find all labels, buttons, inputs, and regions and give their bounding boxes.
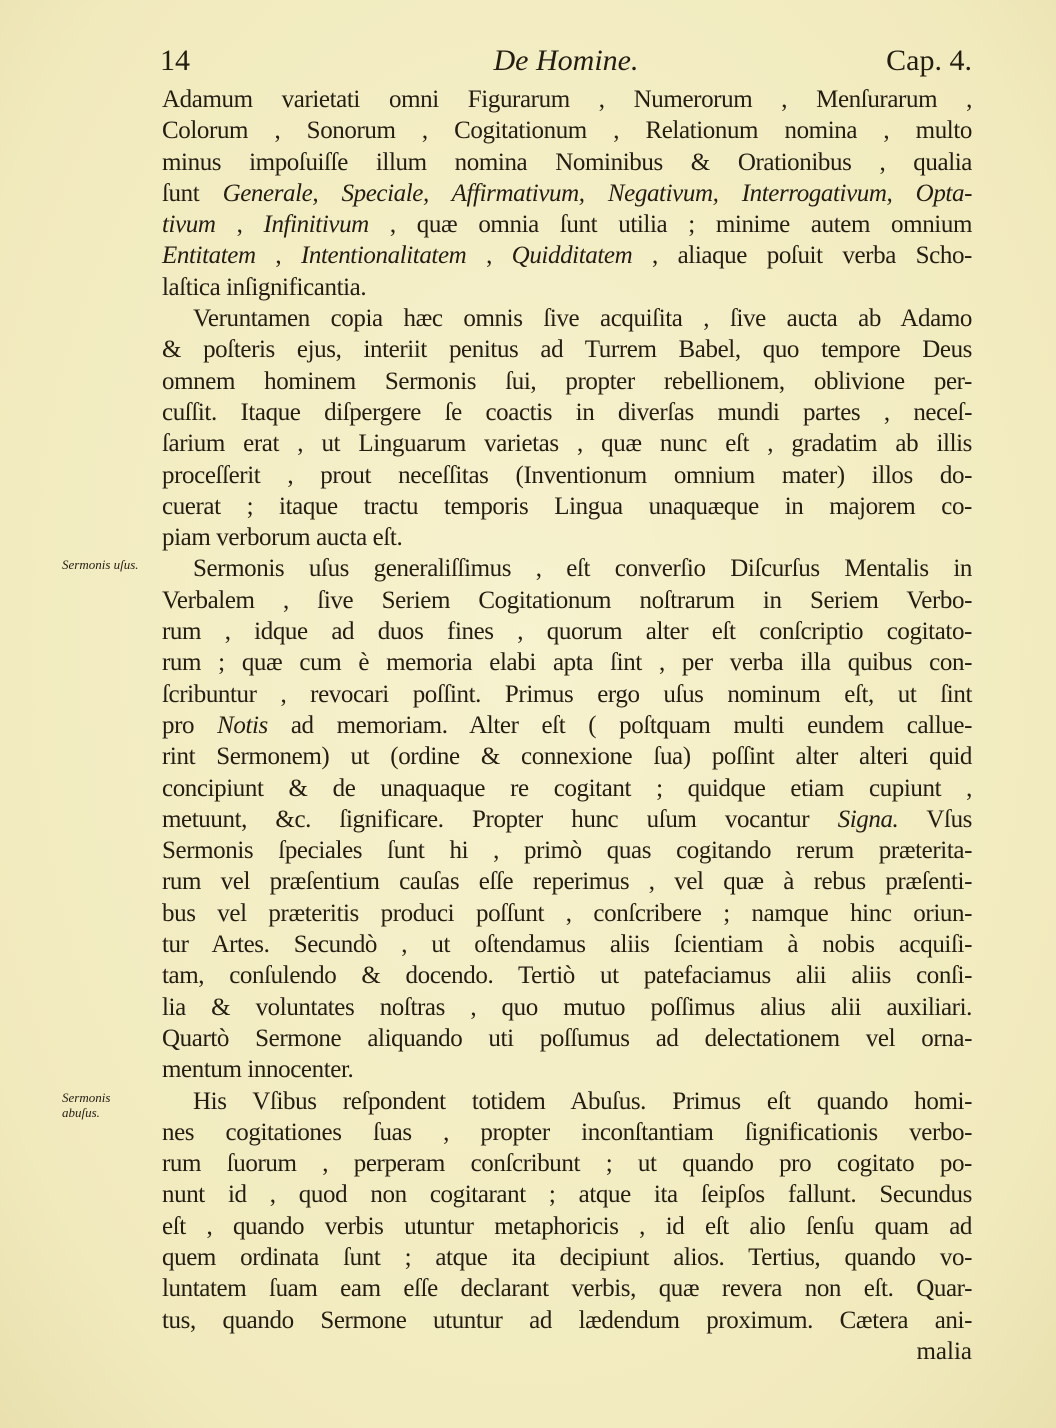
catchword: malia bbox=[916, 1337, 972, 1365]
italic-text: Notis bbox=[217, 711, 268, 739]
text-line bbox=[162, 616, 972, 647]
body-text bbox=[62, 84, 972, 1367]
text-line bbox=[162, 491, 972, 522]
text: rum vel præſentium cauſas eſſe reperimus , vel quæ à rebus præſenti- bbox=[162, 868, 972, 896]
text-line bbox=[162, 741, 972, 772]
running-title: De Homine. bbox=[493, 44, 639, 77]
text-line bbox=[162, 115, 972, 146]
text: cuerat ; itaque tractu temporis Lingua unaquæque in majorem co- bbox=[162, 492, 972, 520]
text: ſcribuntur , revocari poſſint. Primus ergo uſus nominum eſt, ut ſint bbox=[162, 680, 972, 708]
text: Adamum varietati omni Figurarum , Numerorum , Menſurarum , bbox=[162, 86, 972, 113]
text-line bbox=[162, 209, 972, 240]
chapter-label: Cap. 4. bbox=[886, 44, 972, 77]
text: mentum innocenter. bbox=[162, 1056, 354, 1084]
text: , bbox=[466, 242, 512, 270]
text-line bbox=[162, 178, 972, 209]
text: lia & voluntates noſtras , quo mutuo poſſimus alius alii auxiliari. bbox=[162, 993, 972, 1021]
text-line bbox=[162, 553, 972, 584]
text-line bbox=[162, 1148, 972, 1179]
text: nes cogitationes ſuas , propter inconſtantiam ſignificationis verbo- bbox=[162, 1118, 972, 1146]
text: laſtica inſignificantia. bbox=[162, 273, 367, 301]
text-line bbox=[162, 929, 972, 960]
text-line bbox=[162, 992, 972, 1023]
text-line bbox=[162, 710, 972, 741]
text: Verbalem , ſive Seriem Cogitationum noſtrarum in Seriem Verbo- bbox=[162, 586, 972, 614]
text-line bbox=[162, 1117, 972, 1148]
text: & poſteris ejus, interiit penitus ad Turrem Babel, quo tempore Deus bbox=[162, 336, 972, 364]
text: Vſus bbox=[898, 805, 972, 833]
italic-text: Signa. bbox=[837, 805, 899, 833]
text: , quæ omnia ſunt utilia ; minime autem omnium bbox=[368, 211, 972, 239]
text: omnem hominem Sermonis ſui, propter rebellionem, oblivione per- bbox=[162, 367, 972, 395]
text: minus impoſuiſſe illum nomina Nominibus & Orationibus , qualia bbox=[162, 148, 972, 176]
running-header bbox=[160, 44, 972, 84]
text-line bbox=[162, 1211, 972, 1242]
text: rum ; quæ cum è memoria elabi apta ſint , per verba illa quibus con- bbox=[162, 649, 972, 677]
text-line bbox=[162, 460, 972, 491]
paragraph bbox=[162, 84, 972, 303]
text: concipiunt & de unaquaque re cogitant ; quidque etiam cupiunt , bbox=[162, 774, 972, 802]
text-line bbox=[162, 804, 972, 835]
text: tam, conſulendo & docendo. Tertiò ut patefaciamus alii aliis conſi- bbox=[162, 962, 972, 990]
text-line bbox=[162, 1273, 972, 1304]
text-line bbox=[162, 773, 972, 804]
text: Sermonis uſus generaliſſimus , eſt converſio Diſcurſus Mentalis in bbox=[193, 555, 972, 583]
text: rum ſuorum , perperam conſcribunt ; ut quando pro cogitato po- bbox=[162, 1150, 972, 1178]
text: quem ordinata ſunt ; atque ita decipiunt alios. Tertius, quando vo- bbox=[162, 1243, 972, 1271]
text: cuſſit. Itaque diſpergere ſe coactis in diverſas mundi partes , neceſ- bbox=[162, 398, 972, 426]
paragraph bbox=[162, 303, 972, 553]
text-line bbox=[162, 1179, 972, 1210]
text-line bbox=[162, 679, 972, 710]
text: rint Sermonem) ut (ordine & connexione ſua) poſſint alter alteri quid bbox=[162, 743, 972, 771]
text: Veruntamen copia hæc omnis ſive acquiſita , ſive aucta ab Adamo bbox=[193, 305, 972, 333]
italic-text: Infinitivum bbox=[263, 211, 369, 239]
text: tur Artes. Secundò , ut oſtendamus aliis ſcientiam à nobis acquiſi- bbox=[162, 931, 972, 959]
text: eſt , quando verbis utuntur metaphoricis , id eſt alio ſenſu quam ad bbox=[162, 1212, 972, 1240]
text: Sermonis ſpeciales ſunt hi , primò quas cogitando rerum præterita- bbox=[162, 837, 972, 865]
text: Quartò Sermone aliquando uti poſſumus ad delectationem vel orna- bbox=[162, 1024, 972, 1052]
text: ad memoriam. Alter eſt ( poſtquam multi eundem callue- bbox=[267, 711, 972, 739]
text: , aliaque poſuit verba Scho- bbox=[632, 242, 972, 270]
text-line bbox=[162, 428, 972, 459]
text-line bbox=[162, 522, 972, 553]
text-line bbox=[162, 1242, 972, 1273]
text: ſarium erat , ut Linguarum varietas , quæ nunc eſt , gradatim ab illis bbox=[162, 430, 972, 458]
margin-note: Sermonis uſus. bbox=[62, 557, 139, 573]
text: , bbox=[255, 242, 301, 270]
text: bus vel præteritis produci poſſunt , conſcribere ; namque hinc oriun- bbox=[162, 899, 972, 927]
text: , bbox=[215, 211, 264, 239]
margin-note: Sermonis abuſus. bbox=[62, 1089, 111, 1120]
text: His Vſibus reſpondent totidem Abuſus. Primus eſt quando homi- bbox=[193, 1087, 972, 1115]
text-line bbox=[162, 366, 972, 397]
text-line bbox=[162, 1086, 972, 1117]
paragraph bbox=[62, 553, 972, 1085]
text-line bbox=[162, 1305, 972, 1336]
text: proceſſerit , prout neceſſitas (Inventionum omnium mater) illos do- bbox=[162, 461, 972, 489]
text-line bbox=[162, 397, 972, 428]
text-line bbox=[162, 303, 972, 334]
italic-text: Entitatem bbox=[162, 242, 256, 270]
text: metuunt, &c. ſignificare. Propter hunc uſum vocantur bbox=[162, 805, 838, 833]
text-line bbox=[162, 334, 972, 365]
text-line bbox=[162, 147, 972, 178]
text: pro bbox=[162, 711, 218, 739]
text-line bbox=[162, 835, 972, 866]
text: ſunt bbox=[162, 179, 223, 207]
text-line bbox=[162, 960, 972, 991]
text: luntatem ſuam eam eſſe declarant verbis, quæ revera non eſt. Quar- bbox=[162, 1275, 972, 1303]
text-line bbox=[162, 647, 972, 678]
text: rum , idque ad duos fines , quorum alter eſt conſcriptio cogitato- bbox=[162, 618, 972, 646]
text-line bbox=[162, 898, 972, 929]
text-line bbox=[162, 585, 972, 616]
text-line bbox=[162, 1054, 972, 1085]
paragraph bbox=[62, 1086, 972, 1336]
italic-text: Generale, Speciale, Affirmativum, Negativum, Interrogativum, Opta- bbox=[222, 179, 972, 207]
text: piam verborum aucta eſt. bbox=[162, 524, 403, 552]
text-line bbox=[162, 84, 972, 115]
italic-text: Intentionalitatem bbox=[300, 242, 467, 270]
text: nunt id , quod non cogitarant ; atque ita ſeipſos fallunt. Secundus bbox=[162, 1181, 972, 1209]
italic-text: tivum bbox=[162, 211, 216, 239]
page-number: 14 bbox=[160, 44, 190, 77]
text: tus, quando Sermone utuntur ad lædendum proximum. Cætera ani- bbox=[162, 1306, 972, 1334]
text-line bbox=[162, 272, 972, 303]
text-line bbox=[162, 240, 972, 271]
text-line bbox=[162, 866, 972, 897]
text: Colorum , Sonorum , Cogitationum , Relationum nomina , multo bbox=[162, 117, 972, 145]
italic-text: Quidditatem bbox=[511, 242, 633, 270]
text-line bbox=[162, 1023, 972, 1054]
